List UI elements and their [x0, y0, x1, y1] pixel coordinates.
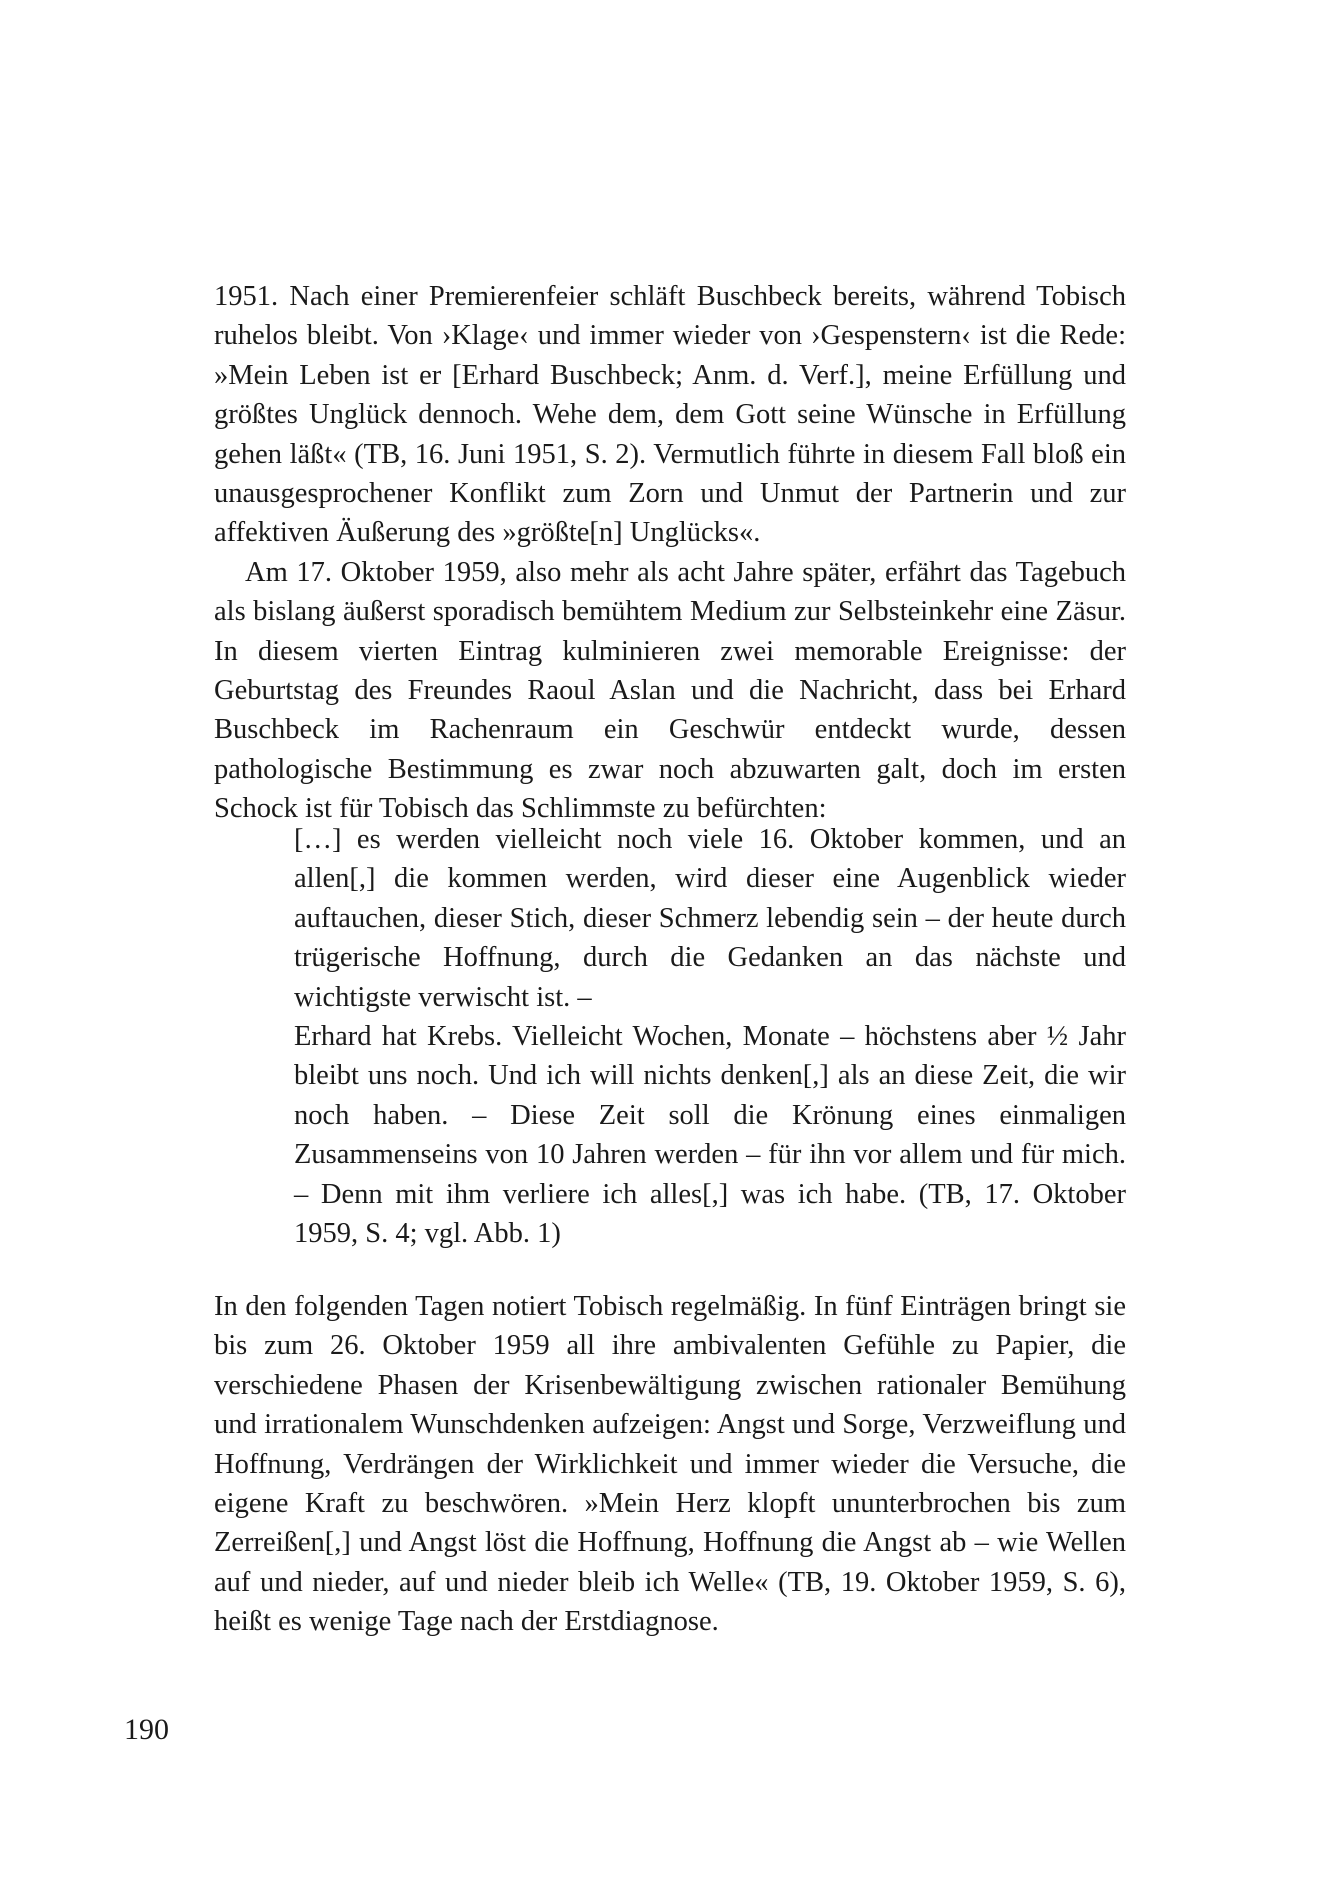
body-text-lower [214, 1287, 1126, 1642]
quote-part-2: Erhard hat Krebs. Vielleicht Wochen, Monate – höchstens aber ½ Jahr bleibt uns noch. Und ich will nichts denken[,] als an diese Zeit, die wir noch haben. – Diese Zeit soll die Krönung eines einmaligen Zusammenseins von 10 Jahren werden – für ihn vor allem und für mich. – Denn mit ihm verliere ich alles[,] was ich habe. (TB, 17. Oktober 1959, S. 4; vgl. Abb. 1) [294, 1021, 1126, 1250]
body-text-upper [214, 277, 1126, 829]
quote-part-1: […] es werden vielleicht noch viele 16. Oktober kommen, und an allen[,] die kommen werden, wird dieser eine Augenblick wieder auftauchen, dieser Stich, dieser Schmerz lebendig sein – der heute durch trügerische Hoffnung, durch die Gedanken an das nächste und wichtigste verwischt ist. – [294, 824, 1126, 1013]
block-quote [294, 820, 1126, 1253]
paragraph-2: Am 17. Oktober 1959, also mehr als acht Jahre später, erfährt das Tagebuch als bislang äußerst sporadisch bemühtem Medium zur Selbsteinkehr eine Zäsur. In diesem vierten Eintrag kulminieren zwei memorable Ereignisse: der Geburtstag des Freundes Raoul Aslan und die Nachricht, dass bei Erhard Buschbeck im Rachenraum ein Geschwür entdeckt wurde, dessen pathologische Bestimmung es zwar noch abzuwarten galt, doch im ersten Schock ist für Tobisch das Schlimmste zu befürchten: [214, 556, 1126, 825]
paragraph-3: In den folgenden Tagen notiert Tobisch regelmäßig. In fünf Einträgen bringt sie bis zum 26. Oktober 1959 all ihre ambivalenten Gefühle zu Papier, die verschiedene Phasen der Krisenbewältigung zwischen rationaler Bemühung und irrationalem Wunschdenken aufzeigen: Angst und Sorge, Verzweiflung und Hoffnung, Verdrängen der Wirklichkeit und immer wieder die Versuche, die eigene Kraft zu beschwören. »Mein Herz klopft ununterbrochen bis zum Zerreißen[,] und Angst löst die Hoffnung, Hoffnung die Angst ab – wie Wellen auf und nieder, auf und nieder bleib ich Welle« (TB, 19. Oktober 1959, S. 6), heißt es wenige Tage nach der Erstdiagnose. [214, 1291, 1126, 1638]
page-number: 190 [124, 1713, 169, 1746]
paragraph-1: 1951. Nach einer Premierenfeier schläft Buschbeck bereits, während Tobisch ruhelos bleibt. Von ›Klage‹ und immer wieder von ›Gespenstern‹ ist die Rede: »Mein Leben ist er [Erhard Buschbeck; Anm. d. Verf.], meine Erfüllung und größtes Unglück dennoch. Wehe dem, dem Gott seine Wünsche in Erfüllung gehen läßt« (TB, 16. Juni 1951, S. 2). Vermutlich führte in diesem Fall bloß ein unausgesprochener Konflikt zum Zorn und Unmut der Partnerin und zur affektiven Äußerung des »größte[n] Unglücks«. [214, 281, 1126, 549]
